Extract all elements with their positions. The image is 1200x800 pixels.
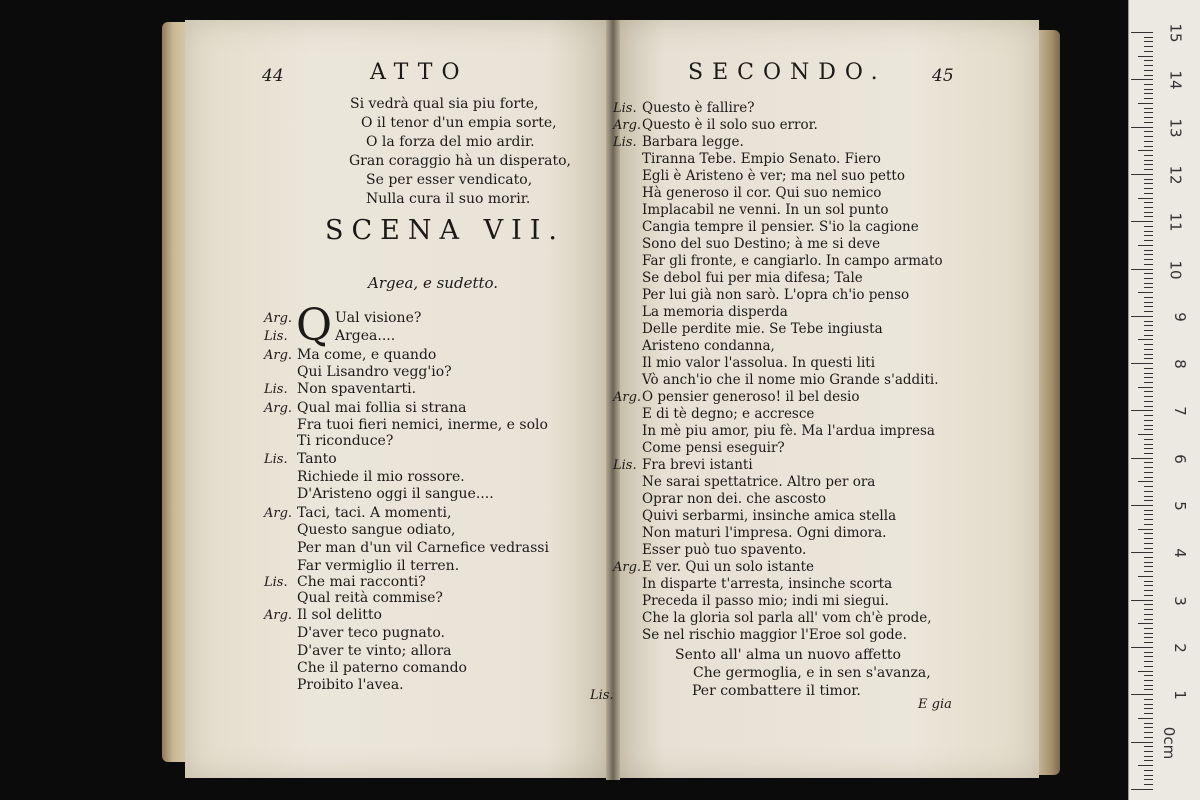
dialogue-line: In disparte t'arresta, insinche scorta	[642, 576, 893, 592]
dialogue-line: Non maturi l'impresa. Ogni dimora.	[642, 525, 887, 541]
ruler-tick	[1144, 685, 1153, 686]
ruler-tick	[1131, 458, 1153, 459]
ruler-tick	[1144, 472, 1153, 473]
ruler-tick	[1131, 600, 1153, 601]
ruler-tick	[1144, 141, 1153, 142]
ruler-tick	[1144, 510, 1153, 511]
dialogue-line: Qual mai follia si strana	[297, 400, 467, 416]
ruler-number: 7	[1171, 406, 1190, 417]
ruler-tick	[1144, 250, 1153, 251]
speaker-label: Lis.	[613, 135, 637, 150]
ruler-tick	[1144, 420, 1153, 421]
ruler-tick	[1138, 718, 1153, 719]
ruler-tick	[1144, 524, 1153, 525]
dialogue-line: Argea....	[335, 328, 396, 344]
ruler-tick	[1144, 699, 1153, 700]
ruler-tick	[1131, 79, 1153, 80]
ruler-tick	[1144, 425, 1153, 426]
ruler-tick	[1144, 533, 1153, 534]
ruler-tick	[1144, 581, 1153, 582]
ruler-number: 6	[1171, 453, 1190, 464]
ruler-number: 9	[1171, 312, 1190, 322]
ruler-tick	[1144, 571, 1153, 572]
dialogue-line: Fra tuoi fieri nemici, inerme, e solo	[297, 417, 548, 433]
ruler-tick	[1144, 377, 1153, 378]
verse-line: O la forza del mio ardir.	[366, 134, 535, 150]
ruler-tick	[1144, 41, 1153, 42]
verse-line: Nulla cura il suo morir.	[366, 191, 531, 207]
dialogue-line: Delle perdite mie. Se Tebe ingiusta	[642, 321, 883, 337]
page-number: 45	[932, 66, 954, 86]
ruler-tick	[1138, 434, 1153, 435]
ruler-tick	[1144, 51, 1153, 52]
ruler-tick	[1144, 188, 1153, 189]
catchword: Lis.	[590, 688, 614, 703]
ruler-tick	[1144, 89, 1153, 90]
ruler-tick	[1144, 609, 1153, 610]
ruler-tick	[1144, 344, 1153, 345]
dialogue-line: Far vermiglio il terren.	[297, 558, 460, 574]
ruler-number: 2	[1171, 643, 1190, 653]
ruler-tick	[1138, 292, 1153, 293]
ruler-tick	[1144, 93, 1153, 94]
dialogue-line: La memoria disperda	[642, 304, 788, 320]
ruler-tick	[1144, 590, 1153, 591]
dialogue-line: Il sol delitto	[297, 607, 382, 623]
ruler-tick	[1131, 269, 1153, 270]
ruler-tick	[1144, 46, 1153, 47]
page-number: 44	[262, 66, 284, 86]
ruler-tick	[1144, 75, 1153, 76]
ruler-tick	[1144, 98, 1153, 99]
ruler-tick	[1144, 406, 1153, 407]
dialogue-line: Quivi serbarmi, insinche amica stella	[642, 508, 897, 524]
ruler-tick	[1144, 373, 1153, 374]
ruler-tick	[1144, 283, 1153, 284]
ruler-tick	[1144, 723, 1153, 724]
dialogue-line: Barbara legge.	[642, 134, 744, 150]
ruler-tick	[1138, 245, 1153, 246]
ruler-tick	[1144, 666, 1153, 667]
ruler-tick	[1144, 770, 1153, 771]
dialogue-line: Questo è il solo suo error.	[642, 117, 818, 133]
dialogue-line: Che il paterno comando	[297, 660, 467, 676]
catchword: E gia	[918, 697, 952, 712]
ruler-tick	[1131, 363, 1153, 364]
verse-line: O il tenor d'un empia sorte,	[361, 115, 557, 131]
ruler-tick	[1144, 619, 1153, 620]
dialogue-line: D'Aristeno oggi il sangue....	[297, 486, 494, 502]
ruler-tick	[1131, 32, 1153, 33]
ruler-tick	[1144, 633, 1153, 634]
dialogue-line: Ne sarai spettatrice. Altro per ora	[642, 474, 876, 490]
ruler-tick	[1144, 112, 1153, 113]
ruler-tick	[1144, 486, 1153, 487]
dialogue-line: Richiede il mio rossore.	[297, 469, 465, 485]
ruler-tick	[1144, 117, 1153, 118]
dialogue-line: Ma come, e quando	[297, 347, 437, 363]
ruler-tick	[1144, 183, 1153, 184]
ruler-tick	[1144, 368, 1153, 369]
ruler-tick	[1131, 127, 1153, 128]
ruler-tick	[1144, 216, 1153, 217]
ruler-tick	[1144, 306, 1153, 307]
ruler-tick	[1138, 623, 1153, 624]
speaker-label: Arg.	[613, 118, 642, 133]
speaker-label: Arg.	[264, 401, 293, 416]
ruler-tick	[1144, 160, 1153, 161]
ruler-tick	[1144, 652, 1153, 653]
ruler-tick	[1144, 746, 1153, 747]
dialogue-line: Se debol fui per mia difesa; Tale	[642, 270, 863, 286]
ruler-tick	[1144, 415, 1153, 416]
ruler-tick	[1144, 37, 1153, 38]
ruler-tick	[1144, 131, 1153, 132]
aria-line: Per combattere il timor.	[692, 683, 861, 699]
ruler-tick	[1131, 552, 1153, 553]
ruler-tick	[1144, 164, 1153, 165]
ruler-tick	[1144, 566, 1153, 567]
dialogue-line: Come pensi eseguir?	[642, 440, 785, 456]
dialogue-line: Qual reità commise?	[297, 590, 443, 606]
ruler-tick	[1144, 179, 1153, 180]
ruler-tick	[1144, 519, 1153, 520]
ruler-tick	[1138, 103, 1153, 104]
dialogue-line: Sono del suo Destino; à me si deve	[642, 236, 881, 252]
ruler-tick	[1131, 647, 1153, 648]
dialogue-line: Implacabil ne venni. In un sol punto	[642, 202, 889, 218]
dialogue-line: Questo è fallire?	[642, 100, 755, 116]
ruler-tick	[1144, 325, 1153, 326]
ruler-number: 8	[1171, 359, 1190, 369]
dialogue-line: Fra brevi istanti	[642, 457, 753, 473]
dialogue-line: E ver. Qui un solo istante	[642, 559, 814, 575]
ruler-tick	[1144, 689, 1153, 690]
dialogue-line: Ual visione?	[335, 310, 422, 326]
speaker-label: Arg.	[613, 560, 642, 575]
ruler-tick	[1144, 675, 1153, 676]
dialogue-line: Egli è Aristeno è ver; ma nel suo petto	[642, 168, 905, 184]
ruler-tick	[1144, 391, 1153, 392]
ruler-tick	[1144, 514, 1153, 515]
running-header: ATTO	[370, 60, 469, 85]
ruler-tick	[1144, 65, 1153, 66]
ruler-tick	[1144, 349, 1153, 350]
aria-line: Sento all' alma un nuovo affetto	[675, 647, 901, 663]
ruler-tick	[1144, 207, 1153, 208]
dialogue-line: Cangia tempre il pensier. S'io la cagione	[642, 219, 919, 235]
scene-title: SCENA VII.	[325, 215, 565, 246]
ruler-tick	[1144, 382, 1153, 383]
dialogue-line: Il mio valor l'assolua. In questi liti	[642, 355, 876, 371]
ruler-tick	[1138, 198, 1153, 199]
ruler-tick	[1144, 548, 1153, 549]
ruler-tick	[1144, 273, 1153, 274]
ruler-tick	[1144, 311, 1153, 312]
dialogue-line: Che la gloria sol parla all' vom ch'è prode,	[642, 610, 932, 626]
dialogue-line: Tiranna Tebe. Empio Senato. Fiero	[642, 151, 881, 167]
ruler-tick	[1144, 429, 1153, 430]
dialogue-line: Aristeno condanna,	[642, 338, 775, 354]
ruler-tick	[1144, 784, 1153, 785]
ruler-tick	[1144, 84, 1153, 85]
ruler-tick	[1144, 240, 1153, 241]
dialogue-line: Che mai racconti?	[297, 574, 426, 590]
ruler-tick	[1144, 467, 1153, 468]
dialogue-line: Non spaventarti.	[297, 381, 417, 397]
dialogue-line: Per man d'un vil Carnefice vedrassi	[297, 540, 549, 556]
ruler-tick	[1144, 358, 1153, 359]
ruler-number: 14	[1166, 70, 1185, 90]
ruler-tick	[1144, 637, 1153, 638]
ruler-tick	[1144, 628, 1153, 629]
dialogue-line: Esser può tuo spavento.	[642, 542, 807, 558]
ruler-tick	[1138, 481, 1153, 482]
ruler-tick	[1144, 254, 1153, 255]
ruler-tick	[1144, 297, 1153, 298]
dialogue-line: Per lui già non sarò. L'opra ch'io penso	[642, 287, 910, 303]
ruler-tick	[1144, 661, 1153, 662]
ruler-tick	[1144, 146, 1153, 147]
ruler-tick	[1131, 789, 1153, 790]
ruler-tick	[1144, 491, 1153, 492]
ruler-tick	[1138, 339, 1153, 340]
ruler-tick	[1144, 462, 1153, 463]
ruler-tick	[1144, 727, 1153, 728]
ruler-tick	[1144, 330, 1153, 331]
ruler-tick	[1138, 529, 1153, 530]
verse-line: Si vedrà qual sia piu forte,	[350, 96, 539, 112]
dialogue-line: Proibito l'avea.	[297, 677, 404, 693]
speaker-label: Lis.	[264, 382, 288, 397]
ruler-tick	[1138, 671, 1153, 672]
ruler-tick	[1138, 56, 1153, 57]
ruler-tick	[1144, 401, 1153, 402]
ruler-number: 15	[1166, 23, 1185, 43]
ruler-tick	[1144, 235, 1153, 236]
ruler-tick	[1144, 756, 1153, 757]
ruler-tick	[1144, 321, 1153, 322]
ruler-tick	[1144, 500, 1153, 501]
measuring-ruler	[1128, 0, 1200, 800]
ruler-number: 10	[1166, 259, 1185, 280]
ruler-tick	[1144, 713, 1153, 714]
running-header: SECONDO.	[688, 60, 887, 85]
ruler-tick	[1144, 136, 1153, 137]
dialogue-line: In mè piu amor, piu fè. Ma l'ardua impresa	[642, 423, 935, 439]
ruler-tick	[1144, 562, 1153, 563]
ruler-tick	[1131, 742, 1153, 743]
aria-line: Che germoglia, e in sen s'avanza,	[693, 665, 931, 681]
ruler-tick	[1144, 496, 1153, 497]
ruler-tick	[1144, 448, 1153, 449]
ruler-tick	[1144, 779, 1153, 780]
ruler-tick	[1144, 202, 1153, 203]
ruler-tick	[1144, 751, 1153, 752]
ruler-number: 0cm	[1159, 726, 1178, 759]
dialogue-line: Preceda il passo mio; indi mi siegui.	[642, 593, 889, 609]
ruler-tick	[1144, 737, 1153, 738]
speaker-label: Arg.	[264, 506, 293, 521]
ruler-tick	[1144, 354, 1153, 355]
scene-subtitle: Argea, e sudetto.	[368, 274, 499, 292]
ruler-tick	[1144, 595, 1153, 596]
ruler-tick	[1144, 760, 1153, 761]
dialogue-line: Taci, taci. A momenti,	[297, 505, 452, 521]
ruler-tick	[1138, 576, 1153, 577]
ruler-tick	[1144, 477, 1153, 478]
ruler-number: 3	[1171, 595, 1190, 606]
dialogue-line: Se nel rischio maggior l'Eroe sol gode.	[642, 627, 907, 643]
ruler-tick	[1144, 557, 1153, 558]
dialogue-line: D'aver te vinto; allora	[297, 643, 452, 659]
ruler-number: 1	[1171, 690, 1190, 700]
ruler-tick	[1144, 543, 1153, 544]
dialogue-line: Vò anch'io che il nome mio Grande s'additi.	[642, 372, 939, 388]
ruler-tick	[1131, 410, 1153, 411]
ruler-tick	[1144, 70, 1153, 71]
ruler-tick	[1144, 538, 1153, 539]
dialogue-line: Questo sangue odiato,	[297, 522, 456, 538]
ruler-tick	[1144, 193, 1153, 194]
speaker-label: Lis.	[264, 452, 288, 467]
ruler-tick	[1144, 680, 1153, 681]
ruler-tick	[1144, 585, 1153, 586]
ruler-tick	[1131, 694, 1153, 695]
ruler-tick	[1144, 775, 1153, 776]
ruler-tick	[1144, 335, 1153, 336]
dialogue-line: Ti riconduce?	[297, 433, 394, 449]
ruler-tick	[1144, 60, 1153, 61]
ruler-tick	[1144, 656, 1153, 657]
ruler-number: 5	[1171, 501, 1190, 511]
ruler-tick	[1144, 122, 1153, 123]
ruler-tick	[1138, 150, 1153, 151]
ruler-tick	[1138, 765, 1153, 766]
ruler-tick	[1144, 231, 1153, 232]
ruler-tick	[1131, 505, 1153, 506]
ruler-tick	[1144, 704, 1153, 705]
speaker-label: Arg.	[613, 390, 642, 405]
ruler-tick	[1144, 453, 1153, 454]
dialogue-line: Far gli fronte, e cangiarlo. In campo armato	[642, 253, 943, 269]
speaker-label: Arg.	[264, 608, 293, 623]
ruler-tick	[1144, 259, 1153, 260]
ruler-tick	[1144, 614, 1153, 615]
ruler-tick	[1144, 264, 1153, 265]
ruler-tick	[1144, 226, 1153, 227]
ruler-tick	[1144, 708, 1153, 709]
ruler-tick	[1144, 732, 1153, 733]
dialogue-line: E di tè degno; e accresce	[642, 406, 815, 422]
dialogue-line: D'aver teco pugnato.	[297, 625, 445, 641]
ruler-tick	[1144, 604, 1153, 605]
verse-line: Gran coraggio hà un disperato,	[349, 153, 571, 169]
speaker-label: Lis.	[613, 101, 637, 116]
dialogue-line: Oprar non dei. che ascosto	[642, 491, 826, 507]
ruler-tick	[1131, 316, 1153, 317]
ruler-number: 13	[1166, 118, 1185, 138]
ruler-tick	[1131, 221, 1153, 222]
ruler-tick	[1144, 396, 1153, 397]
ruler-number: 4	[1171, 548, 1190, 559]
ruler-tick	[1131, 174, 1153, 175]
speaker-label: Arg.	[264, 311, 293, 326]
speaker-label: Lis.	[264, 329, 288, 344]
ruler-tick	[1144, 212, 1153, 213]
ruler-tick	[1144, 108, 1153, 109]
ruler-tick	[1144, 278, 1153, 279]
ruler-tick	[1144, 444, 1153, 445]
dialogue-line: Tanto	[297, 451, 337, 467]
ruler-tick	[1144, 302, 1153, 303]
speaker-label: Arg.	[264, 348, 293, 363]
verse-line: Se per esser vendicato,	[366, 172, 533, 188]
speaker-label: Lis.	[264, 575, 288, 590]
speaker-label: Lis.	[613, 458, 637, 473]
ruler-tick	[1144, 155, 1153, 156]
dialogue-line: Hà generoso il cor. Qui suo nemico	[642, 185, 882, 201]
dialogue-line: Qui Lisandro vegg'io?	[297, 364, 452, 380]
dialogue-line: O pensier generoso! il bel desio	[642, 389, 860, 405]
ruler-tick	[1144, 287, 1153, 288]
ruler-number: 11	[1166, 212, 1185, 232]
ruler-tick	[1138, 387, 1153, 388]
ruler-tick	[1144, 439, 1153, 440]
ruler-tick	[1144, 642, 1153, 643]
drop-cap: Q	[296, 300, 333, 351]
ruler-tick	[1144, 169, 1153, 170]
ruler-number: 12	[1166, 165, 1185, 185]
